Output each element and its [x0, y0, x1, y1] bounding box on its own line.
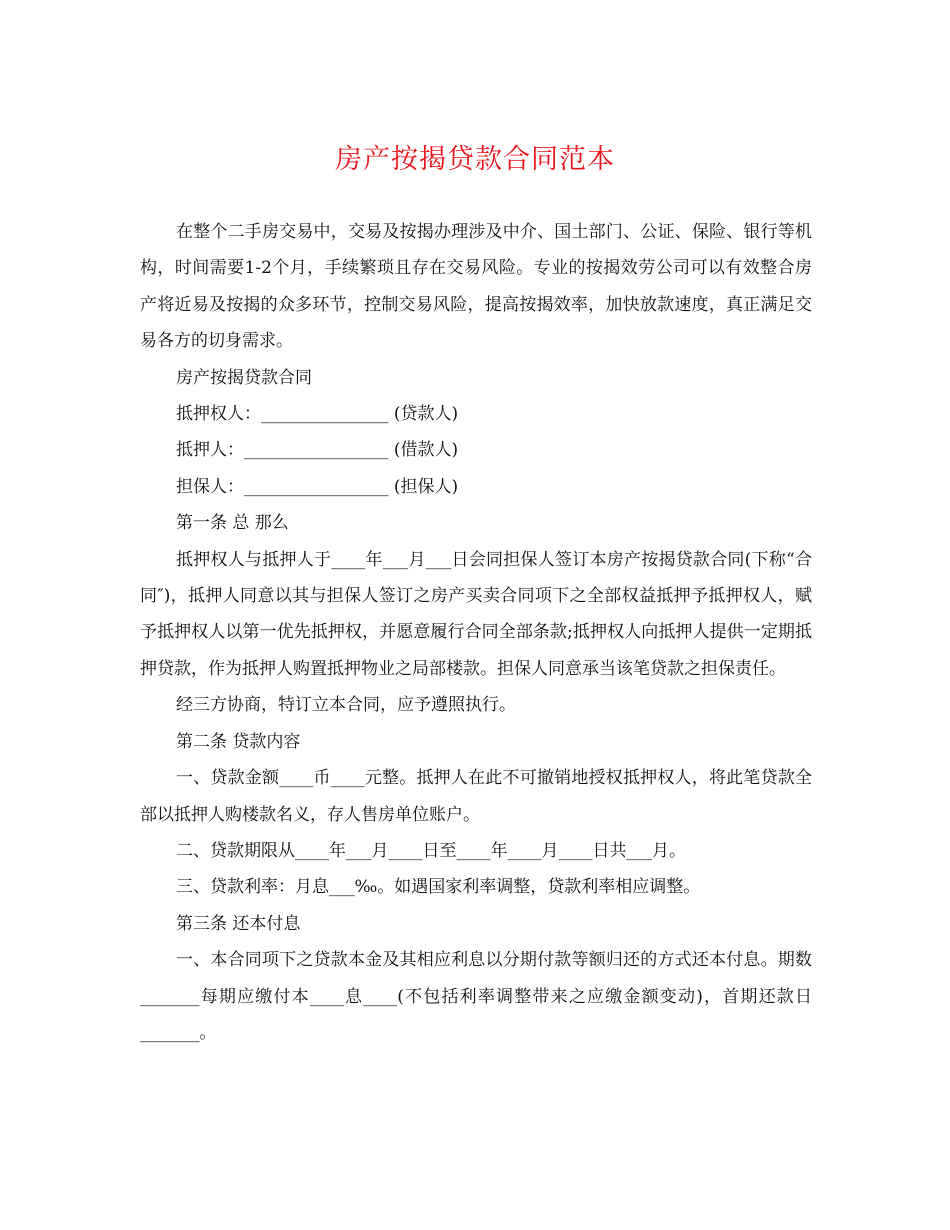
intro-paragraph: 在整个二手房交易中，交易及按揭办理涉及中介、国土部门、公证、保险、银行等机构，时间需要1-2个月，手续繁琐且存在交易风险。专业的按揭效劳公司可以有效整合房产将近易及按揭的众多环节，控制交易风险，提高按揭效率，加快放款速度，真正满足交易各方的切身需求。 — [140, 222, 812, 352]
loan-amount-paragraph: 一、贷款金额____币____元整。抵押人在此不可撤销地授权抵押权人，将此笔贷款全部以抵押人购楼款名义，存人售房单位账户。 — [140, 768, 812, 825]
document-title: 房产按揭贷款合同范本 — [335, 144, 615, 175]
article-2-heading: 第二条 贷款内容 — [176, 731, 301, 752]
repayment-paragraph: 一、本合同项下之贷款本金及其相应利息以分期付款等额归还的方式还本付息。期数_______每期应缴付本____息____(不包括利率调整带来之应缴金额变动)，首期还款日_______。 — [140, 950, 812, 1043]
article-1-heading: 第一条 总 那么 — [176, 513, 289, 534]
contract-heading: 房产按揭贷款合同 — [176, 367, 312, 388]
guarantor-line: 担保人：_________________ (担保人) — [176, 476, 459, 497]
document-body — [140, 214, 812, 1051]
loan-term-paragraph: 二、贷款期限从____年___月____日至____年____月____日共___月。 — [176, 840, 686, 861]
interest-rate-paragraph: 三、贷款利率：月息___‰。如遇国家利率调整，贷款利率相应调整。 — [176, 877, 701, 898]
article-1-paragraph: 抵押权人与抵押人于____年___月___日会同担保人签订本房产按揭贷款合同(下称“合同″)，抵押人同意以其与担保人签订之房产买卖合同项下之全部权益抵押予抵押权人，赋予抵押权人以第一优先抵押权，并愿意履行合同全部条款;抵押权人向抵押人提供一定期抵押贷款，作为抵押人购置抵押物业之局部楼款。担保人同意承当该笔贷款之担保责任。 — [140, 549, 812, 679]
agreement-paragraph: 经三方协商，特订立本合同，应予遵照执行。 — [176, 695, 516, 716]
mortgagee-line: 抵押权人：_______________ (贷款人) — [176, 404, 459, 425]
article-3-heading: 第三条 还本付息 — [176, 913, 301, 934]
mortgagor-line: 抵押人：_________________ (借款人) — [176, 440, 459, 461]
